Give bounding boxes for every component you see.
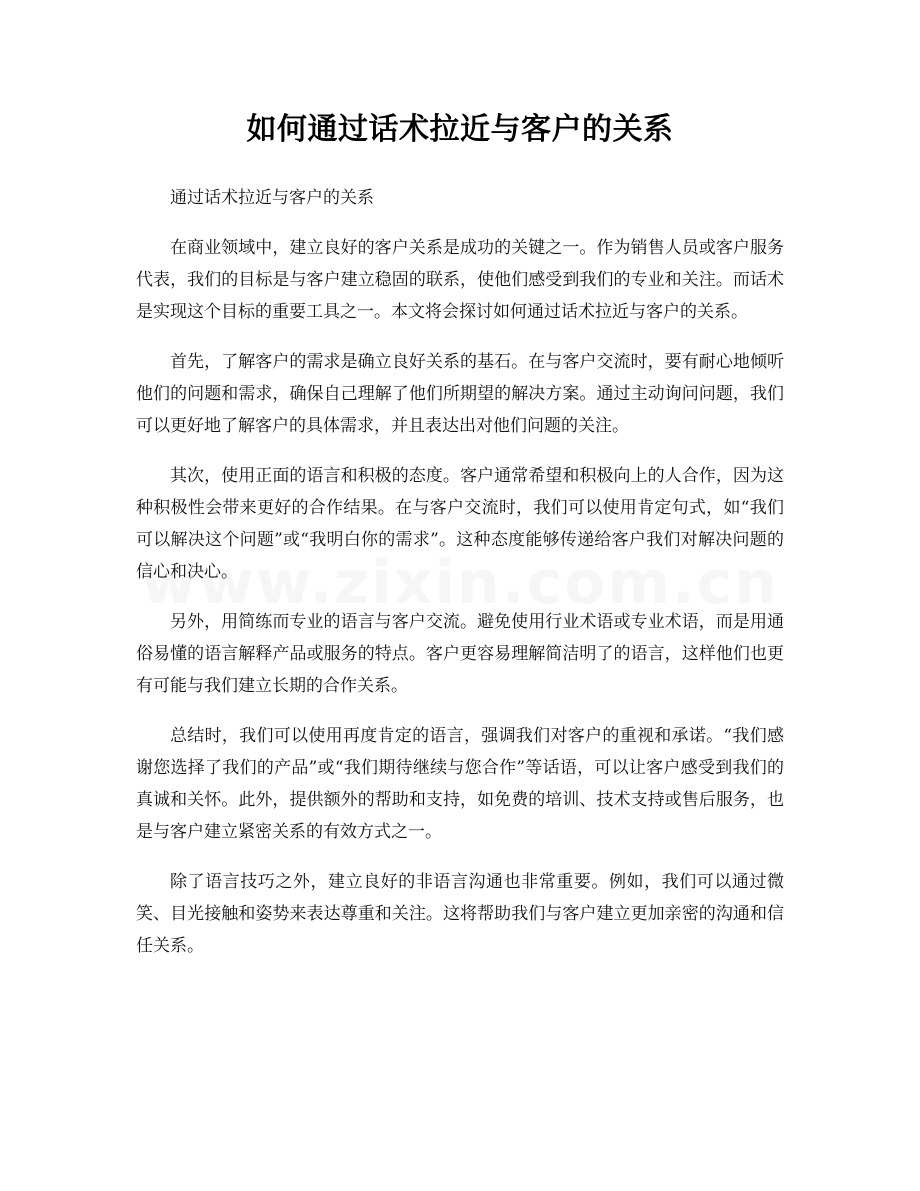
paragraph-nonverbal: 除了语言技巧之外，建立良好的非语言沟通也非常重要。例如，我们可以通过微笑、目光接触和姿势来表达尊重和关注。这将帮助我们与客户建立更加亲密的沟通和信任关系。 (136, 872, 784, 956)
paragraph-concise-language: 另外，用简练而专业的语言与客户交流。避免使用行业术语或专业术语，而是用通俗易懂的语言解释产品或服务的特点。客户更容易理解简洁明了的语言，这样他们也更有可能与我们建立长期的合作关系。 (136, 612, 784, 696)
document-subtitle: 通过话术拉近与客户的关系 (170, 188, 374, 208)
document-title: 如何通过话术拉近与客户的关系 (246, 112, 674, 147)
paragraph-positive-language: 其次，使用正面的语言和积极的态度。客户通常希望和积极向上的人合作，因为这种积极性会带来更好的合作结果。在与客户交流时，我们可以使用肯定句式，如“我们可以解决这个问题”或“我明白你的需求”。这种态度能够传递给客户我们对解决问题的信心和决心。 (136, 466, 784, 582)
paragraph-understand-needs: 首先，了解客户的需求是确立良好关系的基石。在与客户交流时，要有耐心地倾听他们的问题和需求，确保自己理解了他们所期望的解决方案。通过主动询问问题，我们可以更好地了解客户的具体需求，并且表达出对他们问题的关注。 (136, 352, 784, 436)
document-body (136, 182, 784, 980)
paragraph-summary: 总结时，我们可以使用再度肯定的语言，强调我们对客户的重视和承诺。“我们感谢您选择了我们的产品”或“我们期待继续与您合作”等话语，可以让客户感受到我们的真诚和关怀。此外，提供额外的帮助和支持，如免费的培训、技术支持或售后服务，也是与客户建立紧密关系的有效方式之一。 (136, 726, 784, 842)
paragraph-intro: 在商业领域中，建立良好的客户关系是成功的关键之一。作为销售人员或客户服务代表，我们的目标是与客户建立稳固的联系，使他们感受到我们的专业和关注。而话术是实现这个目标的重要工具之一。本文将会探讨如何通过话术拉近与客户的关系。 (136, 238, 784, 322)
